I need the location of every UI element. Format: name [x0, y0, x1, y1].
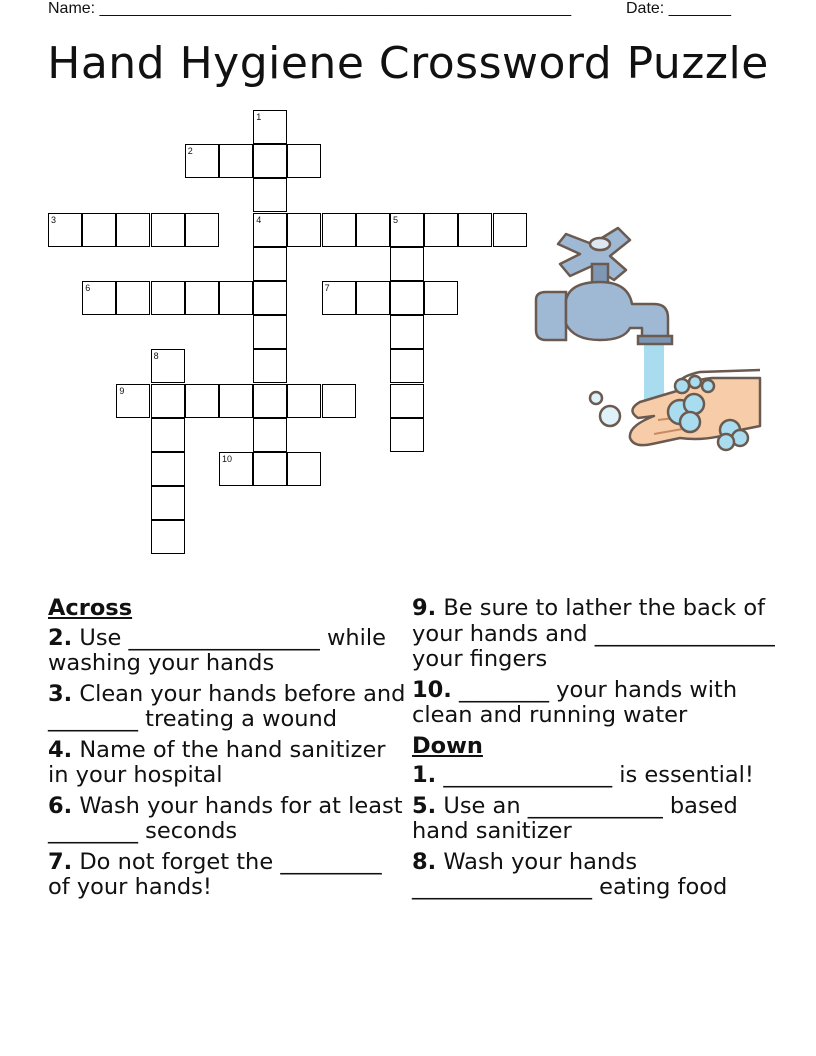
clue-number: 2.: [48, 624, 73, 651]
clue-text: Use an ____________ based hand sanitizer: [412, 792, 738, 844]
grid-cell[interactable]: [253, 384, 287, 418]
clue-number: 9: [119, 385, 125, 396]
grid-cell[interactable]: [151, 418, 185, 452]
grid-cell[interactable]: [390, 213, 424, 247]
grid-cell[interactable]: [151, 486, 185, 520]
grid-cell[interactable]: [219, 144, 253, 178]
grid-cell[interactable]: [253, 144, 287, 178]
grid-cell[interactable]: [322, 213, 356, 247]
grid-cell[interactable]: [116, 281, 150, 315]
grid-cell[interactable]: [151, 281, 185, 315]
clue-number: 3.: [48, 680, 73, 707]
clue-text: _______________ is essential!: [436, 762, 754, 788]
grid-cell[interactable]: [390, 384, 424, 418]
clue-text: Wash your hands for at least ________ seconds: [48, 792, 403, 844]
grid-cell[interactable]: [253, 178, 287, 212]
clue-number: 9.: [412, 595, 437, 621]
across-heading: Across: [48, 595, 133, 621]
clues-left-column: [48, 596, 408, 906]
handwashing-illustration: [530, 220, 770, 470]
clue-item: [412, 794, 782, 845]
clue-text: Wash your hands ________________ eating food: [412, 848, 728, 900]
clue-number: 3: [51, 214, 57, 225]
clue-item: [48, 682, 408, 733]
grid-cell[interactable]: [390, 418, 424, 452]
clue-number: 10.: [412, 676, 452, 703]
grid-cell[interactable]: [287, 452, 321, 486]
grid-cell[interactable]: [185, 281, 219, 315]
clue-number: 1.: [412, 762, 437, 788]
grid-cell[interactable]: [390, 349, 424, 383]
clue-number: 10: [222, 454, 233, 464]
grid-cell[interactable]: [322, 281, 356, 315]
clue-number: 2: [187, 146, 193, 157]
clue-number: 4: [256, 214, 262, 225]
clue-item: [412, 678, 782, 729]
grid-cell[interactable]: [253, 315, 287, 349]
grid-cell[interactable]: [82, 281, 116, 315]
grid-cell[interactable]: [253, 110, 287, 144]
clue-number: 5.: [412, 792, 437, 819]
clue-number: 8.: [412, 848, 437, 875]
clue-text: Be sure to lather the back of your hands and ________________ your fingers: [412, 595, 775, 672]
clue-number: 7.: [48, 848, 73, 875]
grid-cell[interactable]: [185, 384, 219, 418]
clue-item: [412, 850, 782, 901]
grid-cell[interactable]: [116, 384, 150, 418]
grid-cell[interactable]: [287, 213, 321, 247]
clue-item: [412, 596, 782, 673]
clue-text: Do not forget the _________ of your hands!: [48, 848, 382, 900]
grid-cell[interactable]: [287, 384, 321, 418]
grid-cell[interactable]: [116, 213, 150, 247]
clue-item: [48, 738, 408, 789]
grid-cell[interactable]: [48, 213, 82, 247]
grid-cell[interactable]: [390, 281, 424, 315]
grid-cell[interactable]: [253, 349, 287, 383]
clue-number: 8: [153, 351, 159, 362]
grid-cell[interactable]: [219, 281, 253, 315]
grid-cell[interactable]: [390, 315, 424, 349]
grid-cell[interactable]: [253, 213, 287, 247]
grid-cell[interactable]: [151, 213, 185, 247]
grid-cell[interactable]: [287, 144, 321, 178]
date-field[interactable]: Date: _______: [626, 0, 731, 17]
clue-text: Use _________________ while washing your hands: [48, 624, 386, 676]
grid-cell[interactable]: [253, 418, 287, 452]
grid-cell[interactable]: [151, 349, 185, 383]
grid-cell[interactable]: [219, 452, 253, 486]
across-clue-list-continued: [412, 596, 782, 729]
down-clue-list: [412, 763, 782, 901]
clue-number: 7: [324, 283, 330, 293]
grid-cell[interactable]: [390, 247, 424, 281]
down-heading: Down: [412, 732, 483, 759]
grid-cell[interactable]: [185, 213, 219, 247]
faucet-handle-icon: [558, 228, 630, 284]
grid-cell[interactable]: [253, 247, 287, 281]
clue-number: 1: [256, 112, 262, 122]
grid-cell[interactable]: [253, 452, 287, 486]
grid-cell[interactable]: [151, 452, 185, 486]
grid-cell[interactable]: [493, 213, 527, 247]
grid-cell[interactable]: [424, 281, 458, 315]
clue-text: Clean your hands before and ________ treating a wound: [48, 680, 406, 732]
clue-item: [48, 850, 408, 901]
grid-cell[interactable]: [151, 384, 185, 418]
clue-item: [48, 794, 408, 845]
grid-cell[interactable]: [322, 384, 356, 418]
clue-item: [412, 763, 782, 789]
clue-text: ________ your hands with clean and running water: [412, 676, 738, 728]
name-field[interactable]: Name: _____________________________________________________: [48, 0, 572, 17]
clue-text: Name of the hand sanitizer in your hospital: [48, 736, 386, 788]
grid-cell[interactable]: [219, 384, 253, 418]
clue-item: [48, 626, 408, 677]
clue-number: 6: [85, 283, 91, 293]
clue-number: 5: [393, 214, 399, 225]
page-title: Hand Hygiene Crossword Puzzle: [47, 38, 769, 89]
grid-cell[interactable]: [424, 213, 458, 247]
grid-cell[interactable]: [356, 213, 390, 247]
faucet-icon: [536, 282, 672, 344]
grid-cell[interactable]: [151, 520, 185, 554]
grid-cell[interactable]: [185, 144, 219, 178]
clue-number: 6.: [48, 792, 73, 819]
grid-cell[interactable]: [253, 281, 287, 315]
clue-number: 4.: [48, 736, 73, 763]
across-clue-list: [48, 626, 408, 901]
grid-cell[interactable]: [458, 213, 492, 247]
grid-cell[interactable]: [82, 213, 116, 247]
grid-cell[interactable]: [356, 281, 390, 315]
clues-right-column: [412, 596, 782, 906]
